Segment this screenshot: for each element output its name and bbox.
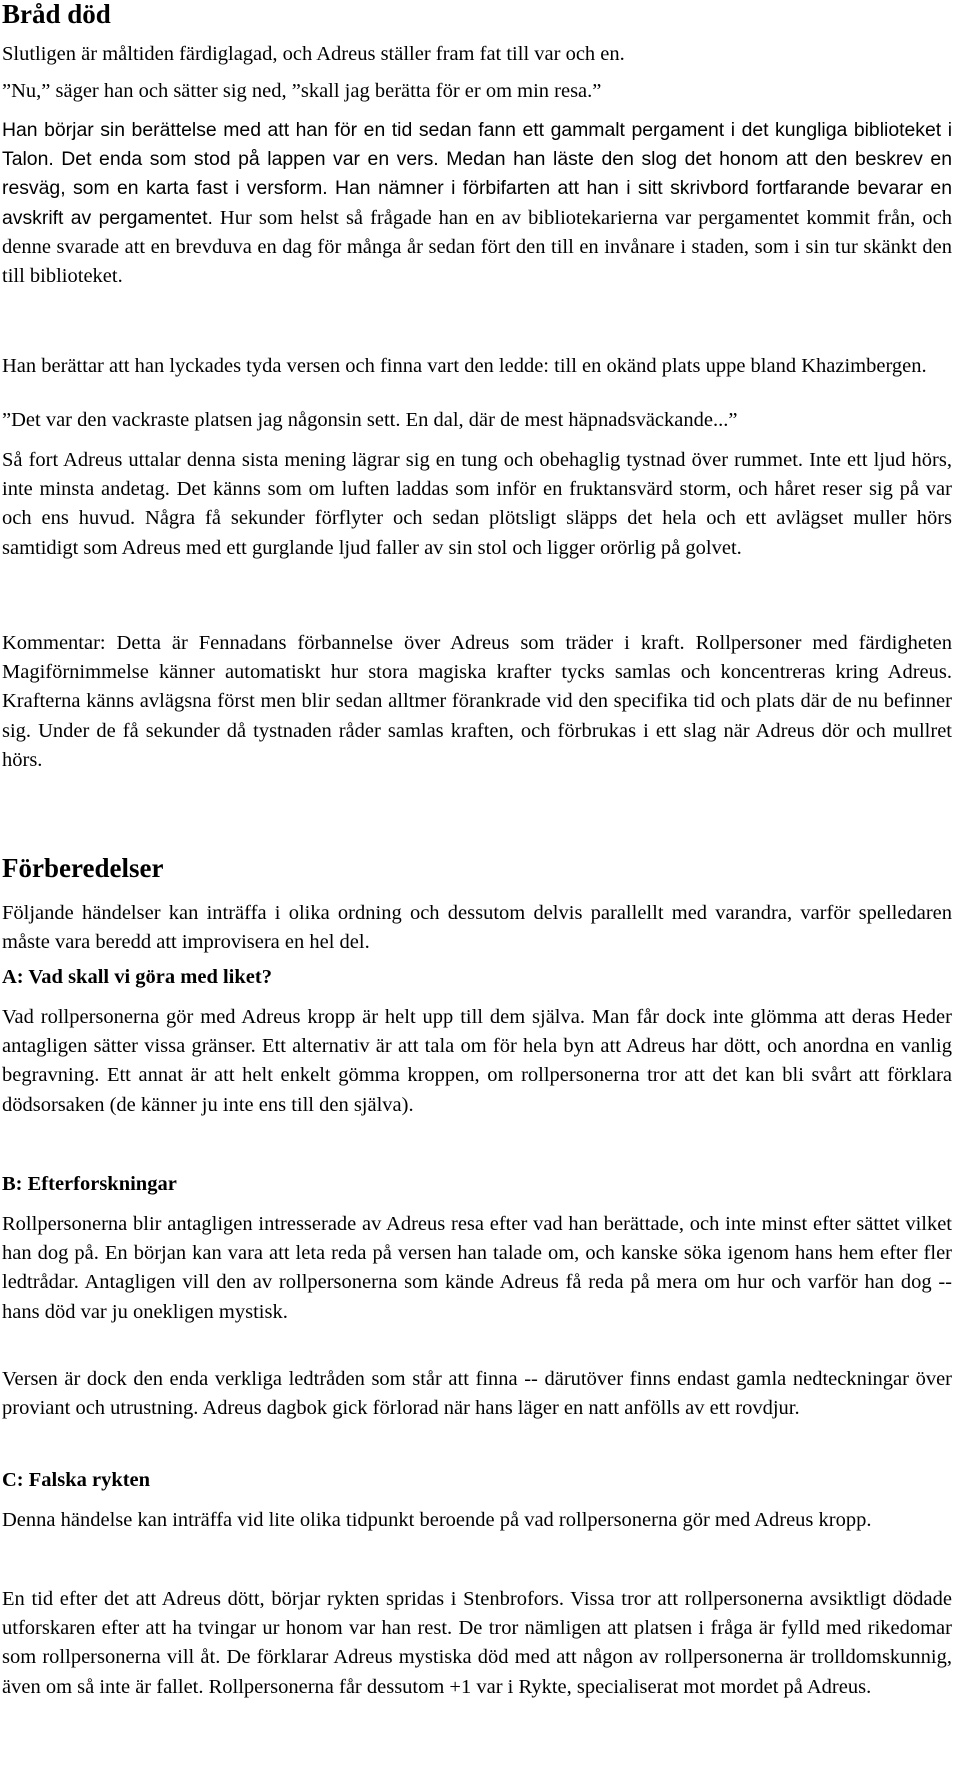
paragraph-silence: Så fort Adreus uttalar denna sista mening lägrar sig en tung och obehaglig tystnad över rummet. Inte ett ljud hörs, inte minsta andetag. Det känns som om luften laddas som inför en fruktansvärd storm, och håret reser sig på var och ens huvud. Några få sekunder förflyter och sedan plötsligt släpps det hela och ett avlägset muller hörs samtidigt som Adreus med ett gurglande ljud faller av sin stol och ligger orörlig på golvet. — [2, 449, 952, 559]
page-title: Bråd död — [2, 0, 111, 29]
paragraph-meal: Slutligen är måltiden färdiglagad, och Adreus ställer fram fat till var och en. — [2, 43, 625, 65]
paragraph-story-serif: Hur som helst så frågade han en av bibliotekarierna var pergamentet kommit från, och denne svarade att en brevduva en dag för många år sedan fört den till en invånare i staden, som i sin tur skänkt den till biblioteket. — [2, 206, 952, 288]
subheading-b: B: Efterforskningar — [2, 1173, 177, 1195]
paragraph-intro: Följande händelser kan inträffa i olika ordning och dessutom delvis parallellt med varandra, varför spelledaren måste vara beredd att improvisera en hel del. — [2, 902, 952, 954]
paragraph-quote-valley: ”Det var den vackraste platsen jag någonsin sett. En dal, där de mest häpnadsväckande...” — [2, 409, 738, 431]
paragraph-body-a: Vad rollpersonerna gör med Adreus kropp är helt upp till dem själva. Man får dock inte glömma att deras Heder antagligen sätter vissa gränser. Ett alternativ är att tala om för hela byn att Adreus har dött, och anordna en vanlig begravning. Ett annat är att helt enkelt gömma kroppen, om rollpersonerna tror att det kan bli svårt att förklara dödsorsaken (de känner ju inte ens till den själva). — [2, 1006, 952, 1116]
paragraph-commentary: Kommentar: Detta är Fennadans förbannelse över Adreus som träder i kraft. Rollpersoner med färdigheten Magiförnimmelse känner automatiskt hur stora magiska krafter tycks samlas och koncentreras kring Adreus. Krafterna känns avlägsna först men blir sedan alltmer förankrade vid den specifika tid och plats där de nu befinner sig. Under de få sekunder då tystnaden råder samlas kraften, och förbrukas i ett slag när Adreus dör och mullret hörs. — [2, 632, 952, 771]
subheading-a: A: Vad skall vi göra med liket? — [2, 966, 272, 988]
paragraph-body-c2: En tid efter det att Adreus dött, börjar rykten spridas i Stenbrofors. Vissa tror att rollpersonerna avsiktligt dödade utforskaren efter att ha tvingar ur honom var han rest. De tror nämligen att platsen i fråga är fylld med rikedomar som rollpersonerna vill åt. De förklarar Adreus mystiska död med att någon av rollpersonerna är trolldomskunnig, även om så inte är fallet. Rollpersonerna får dessutom +1 var i Rykte, specialiserat mot mordet på Adreus. — [2, 1588, 952, 1698]
paragraph-body-b2: Versen är dock den enda verkliga ledtråden som står att finna -- därutöver finns endast gamla nedteckningar över proviant och utrustning. Adreus dagbok gick förlorad när hans läger en natt anfölls av ett rovdjur. — [2, 1368, 952, 1420]
paragraph-decipher: Han berättar att han lyckades tyda versen och finna vart den ledde: till en okänd plats uppe bland Khazimbergen. — [2, 355, 927, 377]
subheading-c: C: Falska rykten — [2, 1469, 151, 1491]
paragraph-quote-start: ”Nu,” säger han och sätter sig ned, ”skall jag berätta för er om min resa.” — [2, 80, 602, 102]
paragraph-body-c1: Denna händelse kan inträffa vid lite olika tidpunkt beroende på vad rollpersonerna gör med Adreus kropp. — [2, 1509, 872, 1531]
paragraph-body-b1: Rollpersonerna blir antagligen intresserade av Adreus resa efter vad han berättade, och inte minst efter sättet vilket han dog på. En början kan vara att leta reda på versen han talade om, och kanske söka igenom hans hem efter fler ledtrådar. Antagligen vill den av rollpersonerna som kände Adreus få reda på mera om hur och varför han dog -- hans död var ju onekligen mystisk. — [2, 1213, 952, 1323]
paragraph-story-sans: Han börjar sin berättelse med att han för en tid sedan fann ett gammalt pergament i det kungliga biblioteket i Talon. Det enda som stod på lappen var en vers. Medan han läste den slog det honom att den beskrev en resväg, som en karta fast i versform. Han nämner i förbifarten att han i sitt skrivbord fortfarande bevarar en avskrift av pergamentet. Hur som helst så frågade han en av bibliotekarierna var pergamentet kommit från, och denne svarade att en brevduva en dag för många år sedan fört den till en invånare i staden, som i sin tur skänkt den till biblioteket. — [2, 119, 952, 288]
section-title-preparations: Förberedelser — [2, 853, 164, 883]
